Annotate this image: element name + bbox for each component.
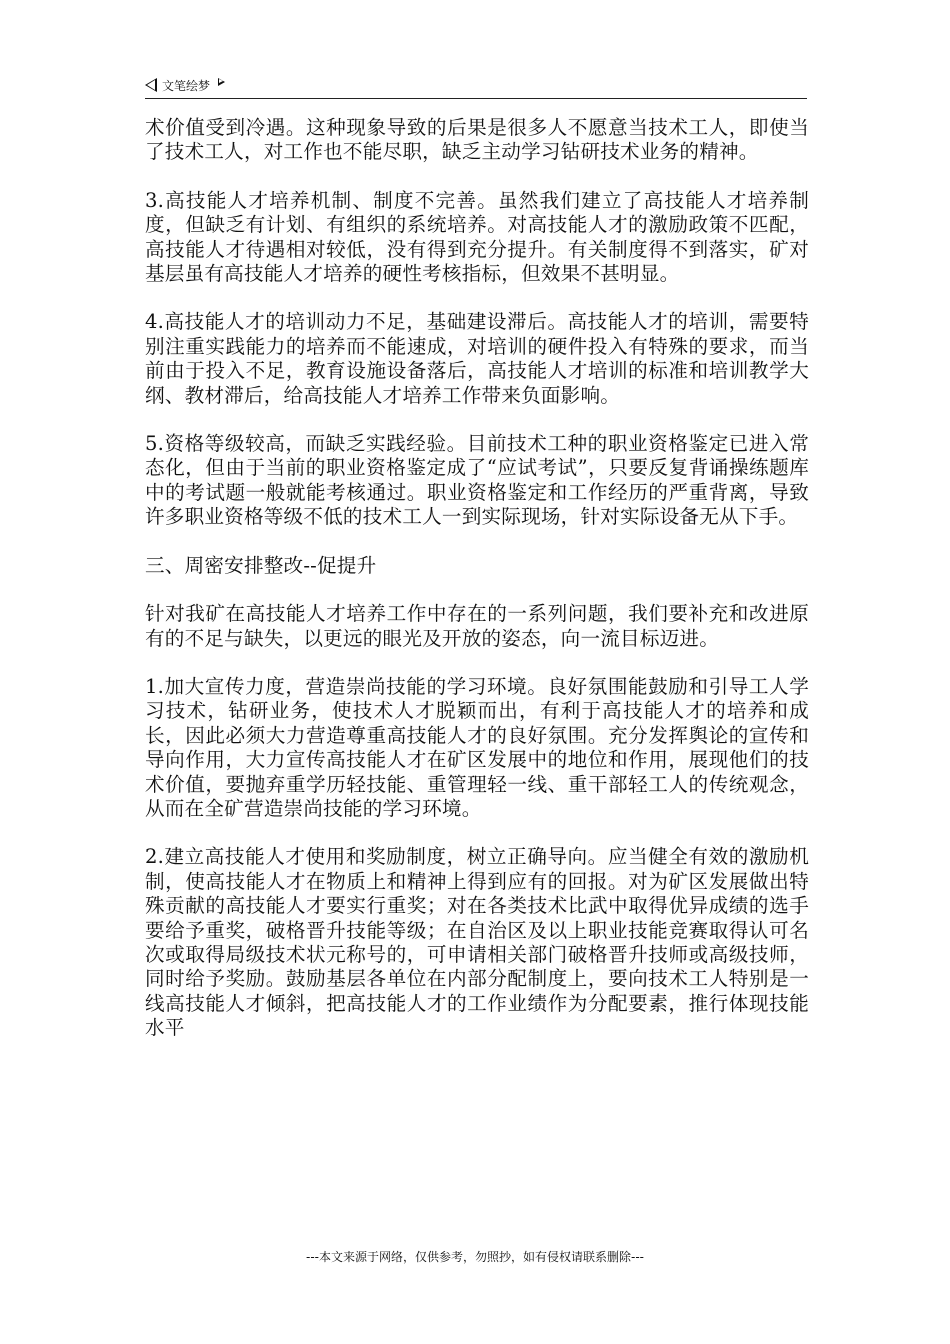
section-heading: 三、周密安排整改--促提升 bbox=[145, 553, 377, 577]
paragraph: 5.资格等级较高，而缺乏实践经验。目前技术工种的职业资格鉴定已进入常态化，但由于当前的职业资格鉴定成了“应试考试”，只要反复背诵操练题库中的考试题一般就能考核通过。职业资格鉴定和工作经历的严重背离，导致许多职业资格等级不低的技术工人一到实际现场，针对实际设备无从下手。 bbox=[145, 432, 809, 529]
header-title: 文笔绘梦 bbox=[162, 78, 211, 93]
paragraph: 1.加大宣传力度，营造崇尚技能的学习环境。良好氛围能鼓励和引导工人学习技术，钻研业务，使技术人才脱颖而出，有利于高技能人才的培养和成长，因此必须大力营造尊重高技能人才的良好氛围。充分发挥舆论的宣传和导向作用，大力宣传高技能人才在矿区发展中的地位和作用，展现他们的技术价值，要抛弃重学历轻技能、重管理轻一线、重干部轻工人的传统观念，从而在全矿营造崇尚技能的学习环境。 bbox=[145, 674, 809, 820]
footer-notice: ---本文来源于网络，仅供参考，勿照抄，如有侵权请联系删除--- bbox=[306, 1250, 644, 1264]
paragraph: 术价值受到冷遇。这种现象导致的后果是很多人不愿意当技术工人，即使当了技术工人，对工作也不能尽职，缺乏主动学习钻研技术业务的精神。 bbox=[145, 116, 809, 164]
page-header bbox=[145, 72, 807, 99]
paragraph: 4.高技能人才的培训动力不足，基础建设滞后。高技能人才的培训，需要特别注重实践能力的培养而不能速成，对培训的硬件投入有特殊的要求，而当前由于投入不足，教育设施设备落后，高技能人才培训的标准和培训教学大纲、教材滞后，给高技能人才培养工作带来负面影响。 bbox=[145, 310, 809, 407]
paragraph: 3.高技能人才培养机制、制度不完善。虽然我们建立了高技能人才培养制度，但缺乏有计划、有组织的系统培养。对高技能人才的激励政策不匹配，高技能人才待遇相对较低，没有得到充分提升。有关制度得不到落实，矿对基层虽有高技能人才培养的硬性考核指标，但效果不甚明显。 bbox=[145, 188, 809, 286]
document-body bbox=[145, 116, 809, 1065]
paragraph: 2.建立高技能人才使用和奖励制度，树立正确导向。应当健全有效的激励机制，使高技能人才在物质上和精神上得到应有的回报。对为矿区发展做出特殊贡献的高技能人才要实行重奖；对在各类技术比武中取得优异成绩的选手要给予重奖，破格晋升技能等级；在自治区及以上职业技能竞赛取得认可名次或取得局级技术状元称号的，可申请相关部门破格晋升技师或高级技师，同时给予奖励。鼓励基层各单位在内部分配制度上，要向技术工人特别是一线高技能人才倾斜，把高技能人才的工作业绩作为分配要素，推行体现技能水平 bbox=[145, 845, 809, 1040]
triangle-left-icon bbox=[145, 78, 157, 92]
triangle-right-icon bbox=[218, 78, 225, 86]
paragraph: 针对我矿在高技能人才培养工作中存在的一系列问题，我们要补充和改进原有的不足与缺失，以更远的眼光及开放的姿态，向一流目标迈进。 bbox=[145, 602, 809, 650]
